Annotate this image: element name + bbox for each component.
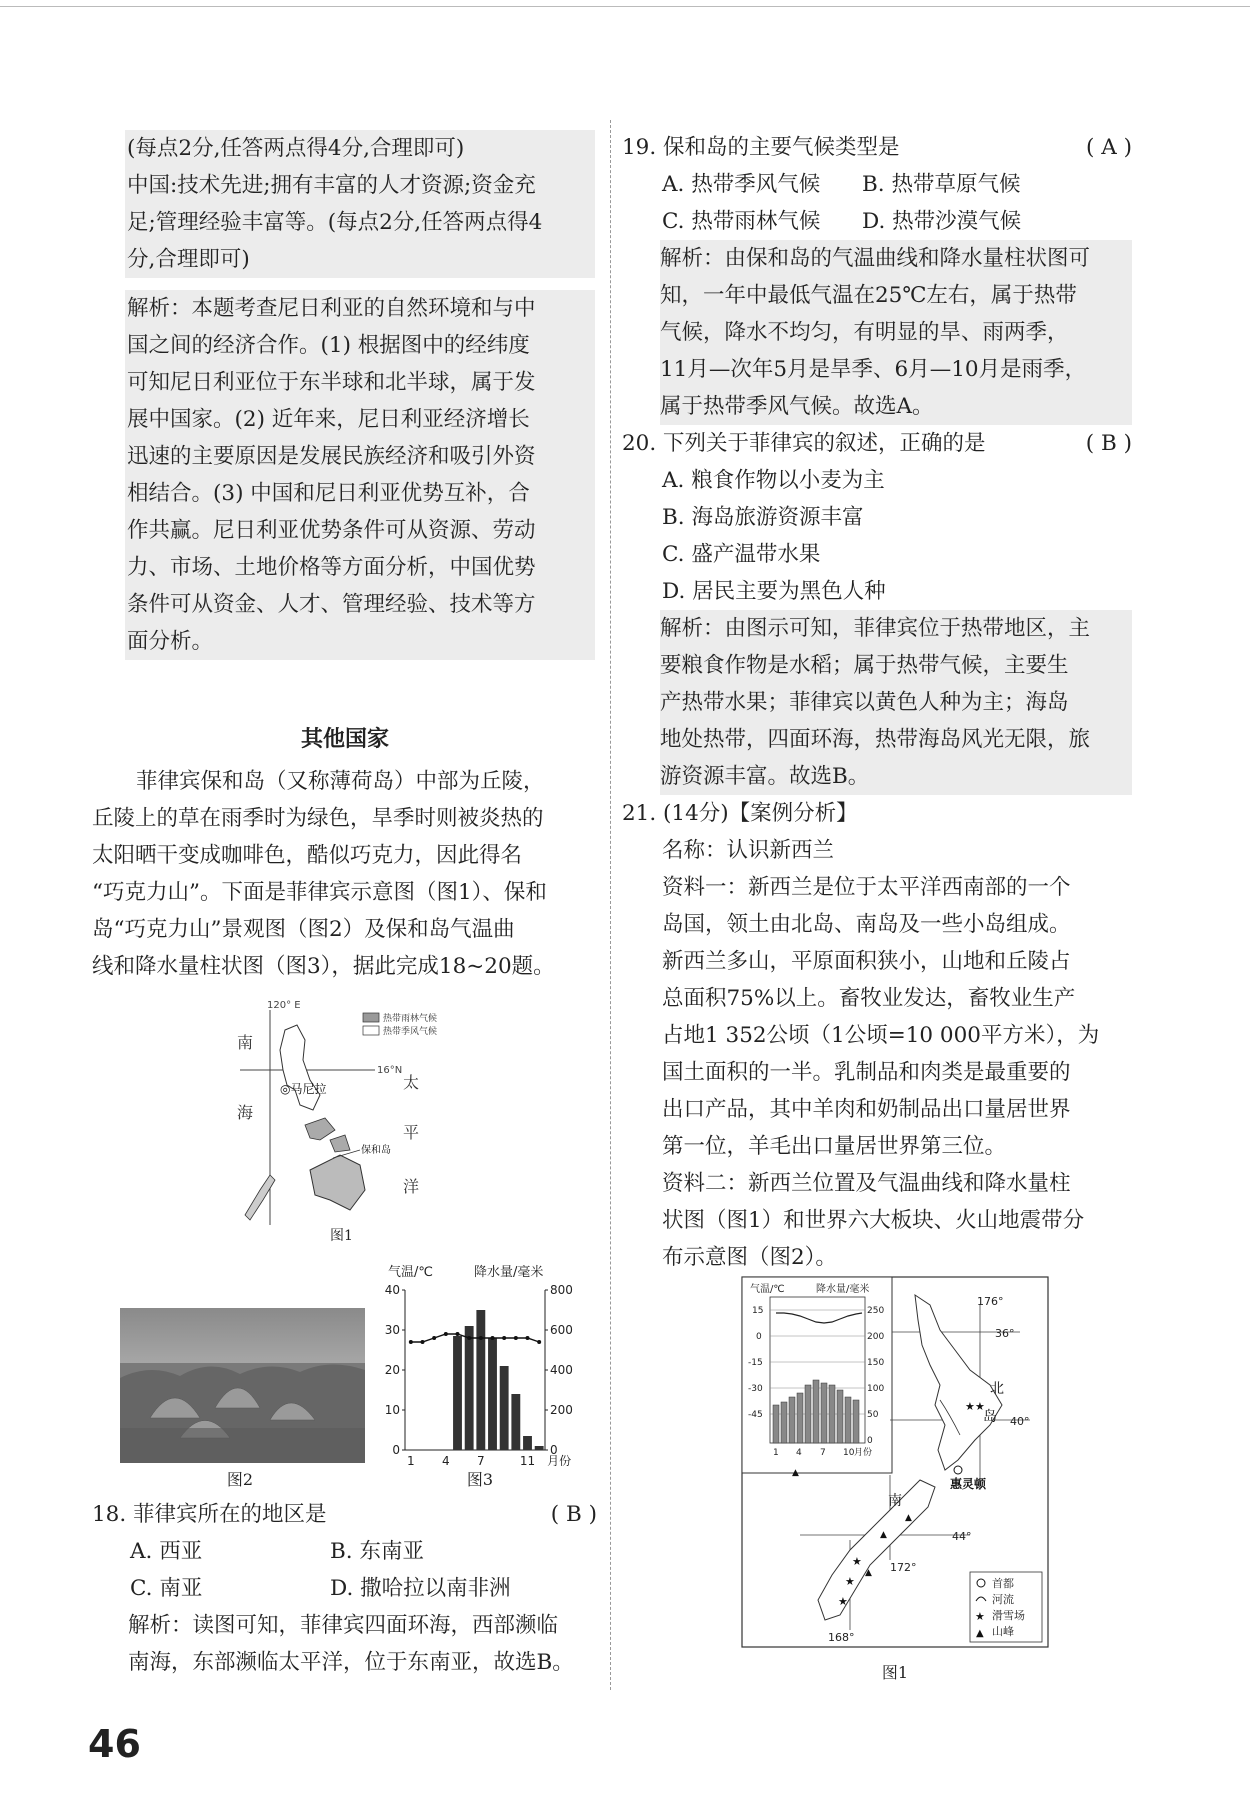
analysis-line: 气候，降水不均匀，有明显的旱、雨两季， [660,320,1069,345]
analysis-line: 国之间的经济合作。(1) 根据图中的经纬度 [127,333,530,358]
left-tick-label: 10 [384,1403,400,1417]
q18-options-row-2 [92,1570,597,1607]
analysis-line: 南海，东部濒临太平洋，位于东南亚，故选B。 [128,1650,574,1675]
material1-line: 岛国，领土由北岛、南岛及一些小岛组成。 [662,912,1071,937]
right-tick-label: 400 [550,1363,573,1377]
legend-river: 河流 [992,1593,1014,1606]
material1-line: 出口产品，其中羊肉和奶制品出口量居世界 [662,1097,1071,1122]
inset-x-tick: 10 [843,1448,855,1458]
intro-line: 太阳晒干变成咖啡色，酷似巧克力，因此得名 [92,843,523,868]
q20-option-c: C. 盛产温带水果 [662,542,821,567]
q19-option-d: D. 热带沙漠气候 [862,209,1022,234]
analysis-line: 知，一年中最低气温在25℃左右，属于热带 [660,283,1077,308]
analysis-line: 面分析。 [127,629,214,654]
legend-capital: 首都 [992,1577,1014,1590]
analysis-line: 解析：读图可知，菲律宾四面环海，西部濒临 [128,1613,559,1638]
q19-stem: 19. 保和岛的主要气候类型是 [622,135,900,160]
intro-line: 丘陵上的草在雨季时为绿色，旱季时则被炎热的 [92,806,544,831]
x-tick-label: 4 [442,1454,450,1468]
material1-line: 总面积75%以上。畜牧业发达，畜牧业生产 [662,986,1076,1011]
inset-left-tick: -45 [748,1410,763,1420]
material1-line: 资料一：新西兰是位于太平洋西南部的一个 [662,875,1071,900]
inset-x-tick: 1 [773,1448,779,1458]
temperature-point [491,1336,495,1340]
lon-168-label: 168° [828,1631,855,1644]
q19-option-b: B. 热带草原气候 [862,172,1021,197]
q18-stem: 18. 菲律宾所在的地区是 [92,1502,327,1527]
q19-options-row-2 [622,203,1132,240]
peak-triangle-icon: ▲ [865,1568,872,1578]
left-column [125,130,595,660]
precipitation-bar [500,1366,509,1450]
analysis-line: 迅速的主要原因是发展民族经济和吸引外资 [127,444,536,469]
legend-peak: 山峰 [992,1625,1014,1638]
temperature-line [411,1334,539,1342]
answer-line: 中国:技术先进;拥有丰富的人才资源;资金充 [127,173,536,198]
q19-stem-row [622,129,1132,166]
material2-line: 资料二：新西兰位置及气温曲线和降水量柱 [662,1171,1071,1196]
temperature-point [432,1336,436,1340]
inset-left-tick: -15 [748,1358,763,1368]
q18-options-row-1 [92,1533,597,1570]
x-tick-label: 7 [477,1454,485,1468]
north-island-label-1: 北 [990,1381,1004,1397]
temperature-point [409,1340,413,1344]
inset-right-tick: 100 [867,1384,885,1394]
peak-triangle-icon: ▲ [880,1530,887,1540]
ski-resort-star-icon: ★ [838,1595,848,1608]
analysis-line: 产热带水果；菲律宾以黄色人种为主；海岛 [660,690,1069,715]
ski-resort-star-icon: ★ [852,1555,862,1568]
inset-right-tick: 50 [867,1410,879,1420]
q18-stem-row [92,1496,597,1533]
analysis-line: 游资源丰富。故选B。 [660,764,870,789]
analysis-line: 力、市场、土地价格等方面分析，中国优势 [127,555,536,580]
luzon-island [280,1025,320,1110]
precipitation-bar [453,1336,462,1450]
legend-monsoon: 热带季风气候 [383,1027,438,1037]
inset-right-tick: 0 [867,1436,873,1446]
page-number: 46 [88,1722,141,1766]
inset-left-tick: 0 [756,1332,762,1342]
lat-label: 16°N [377,1065,403,1076]
capital-label: 惠灵顿 [950,1477,987,1491]
legend-rainforest: 热带雨林气候 [383,1014,438,1024]
temperature-point [467,1336,471,1340]
section-title: 其他国家 [300,727,389,752]
material1-line: 占地1 352公顷（1公顷=10 000平方米），为 [662,1023,1100,1048]
q20-option-a: A. 粮食作物以小麦为主 [662,468,885,493]
top-answer-block [125,130,595,278]
left-axis-label: 气温/℃ [388,1265,433,1280]
temperature-point [502,1336,506,1340]
inset-right-tick: 250 [867,1306,885,1316]
right-tick-label: 800 [550,1283,573,1297]
left-tick-label: 30 [384,1323,400,1337]
q19-options-row-1 [622,166,1132,203]
inset-left-tick: -30 [748,1384,763,1394]
temperature-point [421,1340,425,1344]
material2-line: 布示意图（图2）。 [662,1245,837,1270]
inset-temp-label: 气温/℃ [750,1284,785,1295]
answer-line: (每点2分,任答两点得4分,合理即可) [127,136,465,161]
precipitation-bar [535,1446,544,1450]
q18-option-c: C. 南亚 [130,1576,203,1601]
legend-swatch-rainforest [363,1013,379,1022]
q20-stem-row [622,425,1132,462]
ski-resort-star-icon: ★ [965,1400,975,1413]
top-analysis-block [125,290,595,660]
philippines-map [225,1000,495,1250]
ski-resort-star-icon: ★ [975,1400,985,1413]
q18-option-d: D. 撒哈拉以南非洲 [330,1576,511,1601]
analysis-line: 可知尼日利亚位于东半球和北半球，属于发 [127,370,536,395]
sea-label-1: 南 [237,1033,254,1052]
bohol-climate-chart [380,1260,575,1475]
precipitation-bar [511,1394,520,1450]
ocean-label-2: 平 [403,1123,420,1142]
q19-option-a: A. 热带季风气候 [662,172,821,197]
analysis-line: 解析：由保和岛的气温曲线和降水量柱状图可 [660,246,1091,271]
q19-answer: ( A ) [1086,135,1132,160]
q21-stem: 21. (14分)【案例分析】 [622,801,858,826]
right-tick-label: 0 [550,1443,558,1457]
figure-caption: 图1 [330,1228,353,1244]
peak-triangle-icon: ▲ [792,1468,799,1478]
capital-label: ◎马尼拉 [280,1082,327,1096]
material2-line: 状图（图1）和世界六大板块、火山地震带分 [662,1208,1085,1233]
material1-line: 新西兰多山，平原面积狭小，山地和丘陵占 [662,949,1071,974]
inset-right-tick: 200 [867,1332,885,1342]
right-tick-label: 200 [550,1403,573,1417]
intro-line: “巧克力山”。下面是菲律宾示意图（图1）、保和 [92,880,547,905]
intro-line: 岛“巧克力山”景观图（图2）及保和岛气温曲 [92,917,515,942]
x-tick-label: 11 [519,1454,536,1468]
q18-answer: ( B ) [550,1502,597,1527]
inset-x-tick: 7 [820,1448,826,1458]
analysis-line: 解析：由图示可知，菲律宾位于热带地区，主 [660,616,1091,641]
inset-precip-label: 降水量/毫米 [816,1284,870,1295]
q20-stem: 20. 下列关于菲律宾的叙述，正确的是 [622,431,986,456]
peak-triangle-icon: ▲ [905,1513,912,1523]
temperature-point [479,1336,483,1340]
q18-analysis [92,1607,597,1681]
fig3-caption: 图3 [466,1470,494,1489]
analysis-line: 地处热带，四面环海，热带海岛风光无限，旅 [660,727,1091,752]
x-tick-label: 1 [407,1454,415,1468]
legend-swatch-monsoon [363,1026,379,1035]
ocean-label-1: 太 [403,1073,420,1092]
intro-line: 菲律宾保和岛（又称薄荷岛）中部为丘陵， [136,769,545,794]
right-axis-label: 降水量/毫米 [474,1265,544,1280]
legend-ski: 滑雪场 [992,1609,1025,1622]
q19-option-c: C. 热带雨林气候 [662,209,821,234]
right-column [622,129,1132,1276]
analysis-line: 相结合。(3) 中国和尼日利亚优势互补，合 [127,481,530,506]
legend-ski-icon: ★ [975,1610,985,1623]
mindanao-island [310,1155,365,1210]
temperature-point [526,1336,530,1340]
q20-options [622,462,1132,610]
lat-44-label: 44° [952,1530,972,1543]
lat-36-label: 36° [995,1327,1015,1340]
ski-resort-star-icon: ★ [845,1575,855,1588]
lon-label: 120° E [267,1000,301,1011]
x-unit-label: 月份 [547,1454,572,1468]
q21-body [622,832,1132,1276]
precipitation-bar [465,1326,474,1450]
q20-option-b: B. 海岛旅游资源丰富 [662,505,864,530]
inset-x-tick: 4 [796,1448,802,1458]
north-island-label-2: 岛 [983,1409,997,1425]
fig2-caption: 图2 [226,1470,254,1489]
q18-option-b: B. 东南亚 [330,1539,424,1564]
temperature-point [537,1340,541,1344]
analysis-line: 要粮食作物是水稻；属于热带气候，主要生 [660,653,1069,678]
analysis-line: 属于热带季风气候。故选A。 [660,394,934,419]
legend-peak-icon: ▲ [976,1628,984,1639]
lon-172-label: 172° [890,1561,917,1574]
answer-line: 足;管理经验丰富等。(每点2分,任答两点得4 [127,210,543,235]
q19-analysis [660,240,1132,425]
nz-figure-caption: 图1 [881,1663,909,1682]
intro-line: 线和降水量柱状图（图3），据此完成18~20题。 [92,954,555,979]
ocean-label-3: 洋 [403,1177,420,1196]
analysis-line: 11月—次年5月是旱季、6月—10月是雨季， [660,357,1087,382]
south-island-label: 南 [888,1493,902,1509]
temperature-point [444,1332,448,1336]
lon-176-label: 176° [977,1295,1004,1308]
new-zealand-map [740,1275,1050,1650]
material1-line: 第一位，羊毛出口量居世界第三位。 [662,1134,1007,1159]
precipitation-bar [523,1436,532,1450]
left-tick-label: 20 [384,1363,400,1377]
analysis-line: 条件可从资金、人才、管理经验、技术等方 [127,592,536,617]
intro-paragraph [92,763,597,985]
answer-line: 分,合理即可) [127,247,250,272]
precipitation-bar [476,1310,485,1450]
right-tick-label: 600 [550,1323,573,1337]
analysis-line: 解析：本题考查尼日利亚的自然环境和与中 [127,296,536,321]
q20-analysis [660,610,1132,795]
q20-option-d: D. 居民主要为黑色人种 [662,579,886,604]
analysis-line: 展中国家。(2) 近年来，尼日利亚经济增长 [127,407,530,432]
q21-name-line: 名称：认识新西兰 [662,838,835,863]
inset-right-tick: 150 [867,1358,885,1368]
chocolate-hills-photo [120,1308,365,1463]
island-label: 保和岛 [361,1145,391,1156]
material1-line: 国土面积的一半。乳制品和肉类是最重要的 [662,1060,1071,1085]
analysis-line: 作共赢。尼日利亚优势条件可从资源、劳动 [127,518,536,543]
q20-answer: ( B ) [1085,431,1132,456]
lat-40-label: 40° [1010,1415,1030,1428]
sea-label-2: 海 [237,1103,254,1122]
left-tick-label: 0 [392,1443,400,1457]
column-divider [610,120,611,1690]
q18-option-a: A. 西亚 [130,1539,203,1564]
top-rule [0,6,1250,7]
visayas-islands [305,1118,350,1152]
temperature-point [514,1336,518,1340]
left-tick-label: 40 [384,1283,400,1297]
temperature-point [456,1332,460,1336]
inset-left-tick: 15 [752,1306,764,1316]
precipitation-bar [488,1338,497,1450]
inset-x-unit: 月份 [854,1448,873,1458]
question-18 [92,1496,597,1681]
